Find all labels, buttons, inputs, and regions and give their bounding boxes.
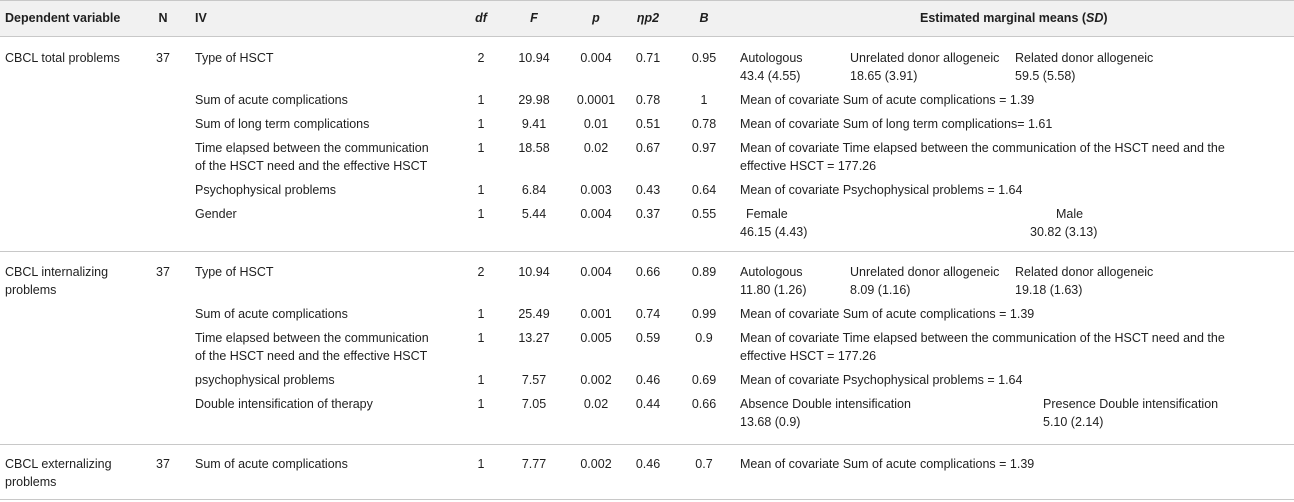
iv-label: Sum of acute complications bbox=[195, 307, 348, 321]
iv-label: Type of HSCT bbox=[195, 265, 274, 279]
header-f: F bbox=[530, 11, 538, 25]
header-eta: ηp2 bbox=[636, 11, 660, 25]
f-value: 6.84 bbox=[521, 183, 547, 197]
n-value: 37 bbox=[156, 265, 170, 279]
mean-group-label: Male bbox=[1056, 207, 1084, 221]
eta-value: 0.67 bbox=[635, 141, 661, 155]
iv-label: Sum of acute complications bbox=[195, 93, 348, 107]
mean-group-value: 46.15 (4.43) bbox=[740, 225, 808, 239]
mean-group-value: 43.4 (4.55) bbox=[740, 69, 801, 83]
df-value: 1 bbox=[477, 331, 485, 345]
p-value: 0.02 bbox=[583, 397, 609, 411]
df-value: 1 bbox=[477, 93, 485, 107]
dv-label: CBCL total problems bbox=[5, 51, 120, 65]
b-value: 0.95 bbox=[691, 51, 717, 65]
p-value: 0.005 bbox=[580, 331, 612, 345]
eta-value: 0.43 bbox=[635, 183, 661, 197]
dv-label: CBCL externalizing bbox=[5, 457, 112, 471]
group-divider-2 bbox=[0, 444, 1294, 445]
p-value: 0.002 bbox=[580, 373, 612, 387]
mean-group-label: Autologous bbox=[740, 51, 803, 65]
mean-group-value: 59.5 (5.58) bbox=[1015, 69, 1076, 83]
table-top-rule bbox=[0, 0, 1294, 1]
eta-value: 0.74 bbox=[635, 307, 661, 321]
covariate-mean: Mean of covariate Sum of acute complications = 1.39 bbox=[740, 307, 1035, 321]
p-value: 0.001 bbox=[580, 307, 612, 321]
p-value: 0.002 bbox=[580, 457, 612, 471]
mean-group-label: Female bbox=[746, 207, 788, 221]
mean-group-value: 8.09 (1.16) bbox=[850, 283, 911, 297]
n-value: 37 bbox=[156, 457, 170, 471]
b-value: 0.66 bbox=[691, 397, 717, 411]
df-value: 1 bbox=[477, 141, 485, 155]
header-df: df bbox=[475, 11, 487, 25]
covariate-mean: Mean of covariate Psychophysical problems = 1.64 bbox=[740, 183, 1023, 197]
f-value: 13.27 bbox=[518, 331, 550, 345]
f-value: 25.49 bbox=[518, 307, 550, 321]
dv-label: CBCL internalizing bbox=[5, 265, 109, 279]
mean-group-label: Related donor allogeneic bbox=[1015, 51, 1154, 65]
iv-label: Type of HSCT bbox=[195, 51, 274, 65]
mean-group-value: 5.10 (2.14) bbox=[1043, 415, 1104, 429]
table-bottom-rule bbox=[0, 499, 1294, 500]
f-value: 5.44 bbox=[521, 207, 547, 221]
f-value: 10.94 bbox=[518, 51, 550, 65]
mean-group-label: Unrelated donor allogeneic bbox=[850, 265, 1000, 279]
b-value: 0.97 bbox=[691, 141, 717, 155]
eta-value: 0.78 bbox=[635, 93, 661, 107]
covariate-mean: Mean of covariate Time elapsed between the communication of the HSCT need and the bbox=[740, 141, 1225, 155]
iv-label: Time elapsed between the communication bbox=[195, 141, 429, 155]
f-value: 9.41 bbox=[521, 117, 547, 131]
p-value: 0.02 bbox=[583, 141, 609, 155]
p-value: 0.0001 bbox=[576, 93, 616, 107]
p-value: 0.004 bbox=[580, 51, 612, 65]
mean-group-value: 19.18 (1.63) bbox=[1015, 283, 1083, 297]
p-value: 0.004 bbox=[580, 265, 612, 279]
covariate-mean: Mean of covariate Time elapsed between the communication of the HSCT need and the bbox=[740, 331, 1225, 345]
covariate-mean: Mean of covariate Sum of acute complications = 1.39 bbox=[740, 93, 1035, 107]
b-value: 1 bbox=[700, 93, 708, 107]
b-value: 0.9 bbox=[695, 331, 713, 345]
header-iv: IV bbox=[195, 11, 207, 25]
n-value: 37 bbox=[156, 51, 170, 65]
df-value: 1 bbox=[477, 183, 485, 197]
eta-value: 0.46 bbox=[635, 457, 661, 471]
f-value: 10.94 bbox=[518, 265, 550, 279]
df-value: 1 bbox=[477, 117, 485, 131]
p-value: 0.01 bbox=[583, 117, 609, 131]
iv-label: Sum of acute complications bbox=[195, 457, 348, 471]
mean-group-value: 11.80 (1.26) bbox=[740, 283, 807, 297]
group-divider-1 bbox=[0, 251, 1294, 252]
header-estimated-marginal-means: Estimated marginal means (SD) bbox=[920, 11, 1108, 25]
eta-value: 0.37 bbox=[635, 207, 661, 221]
b-value: 0.55 bbox=[691, 207, 717, 221]
eta-value: 0.59 bbox=[635, 331, 661, 345]
covariate-mean-continued: effective HSCT = 177.26 bbox=[740, 159, 877, 173]
covariate-mean: Mean of covariate Psychophysical problems = 1.64 bbox=[740, 373, 1023, 387]
header-dependent-variable: Dependent variable bbox=[5, 11, 121, 25]
eta-value: 0.46 bbox=[635, 373, 661, 387]
covariate-mean: Mean of covariate Sum of acute complications = 1.39 bbox=[740, 457, 1035, 471]
mean-group-value: 13.68 (0.9) bbox=[740, 415, 801, 429]
iv-label: psychophysical problems bbox=[195, 373, 335, 387]
df-value: 1 bbox=[477, 373, 485, 387]
f-value: 7.77 bbox=[521, 457, 547, 471]
mean-group-label: Autologous bbox=[740, 265, 803, 279]
iv-label: Psychophysical problems bbox=[195, 183, 337, 197]
b-value: 0.7 bbox=[695, 457, 713, 471]
iv-label-continued: of the HSCT need and the effective HSCT bbox=[195, 159, 428, 173]
df-value: 1 bbox=[477, 457, 485, 471]
eta-value: 0.66 bbox=[635, 265, 661, 279]
mean-group-value: 30.82 (3.13) bbox=[1030, 225, 1098, 239]
df-value: 2 bbox=[477, 265, 485, 279]
header-p: p bbox=[592, 11, 600, 25]
header-rule bbox=[0, 36, 1294, 37]
f-value: 7.05 bbox=[521, 397, 547, 411]
mean-group-value: 18.65 (3.91) bbox=[850, 69, 918, 83]
b-value: 0.64 bbox=[691, 183, 717, 197]
iv-label-continued: of the HSCT need and the effective HSCT bbox=[195, 349, 428, 363]
b-value: 0.69 bbox=[691, 373, 717, 387]
mean-group-label: Unrelated donor allogeneic bbox=[850, 51, 1000, 65]
dv-label-continued: problems bbox=[5, 283, 57, 297]
iv-label: Gender bbox=[195, 207, 237, 221]
f-value: 7.57 bbox=[521, 373, 547, 387]
b-value: 0.78 bbox=[691, 117, 717, 131]
df-value: 1 bbox=[477, 307, 485, 321]
eta-value: 0.44 bbox=[635, 397, 661, 411]
iv-label: Sum of long term complications bbox=[195, 117, 370, 131]
f-value: 18.58 bbox=[518, 141, 550, 155]
eta-value: 0.71 bbox=[635, 51, 661, 65]
covariate-mean: Mean of covariate Sum of long term complications= 1.61 bbox=[740, 117, 1053, 131]
f-value: 29.98 bbox=[518, 93, 550, 107]
iv-label: Double intensification of therapy bbox=[195, 397, 373, 411]
covariate-mean-continued: effective HSCT = 177.26 bbox=[740, 349, 877, 363]
eta-value: 0.51 bbox=[635, 117, 661, 131]
header-n: N bbox=[158, 11, 168, 25]
mean-group-label: Presence Double intensification bbox=[1043, 397, 1219, 411]
df-value: 1 bbox=[477, 207, 485, 221]
iv-label: Time elapsed between the communication bbox=[195, 331, 429, 345]
p-value: 0.003 bbox=[580, 183, 612, 197]
mean-group-label: Related donor allogeneic bbox=[1015, 265, 1154, 279]
header-b: B bbox=[699, 11, 709, 25]
mean-group-label: Absence Double intensification bbox=[740, 397, 911, 411]
dv-label-continued: problems bbox=[5, 475, 57, 489]
b-value: 0.89 bbox=[691, 265, 717, 279]
p-value: 0.004 bbox=[580, 207, 612, 221]
b-value: 0.99 bbox=[691, 307, 717, 321]
df-value: 2 bbox=[477, 51, 485, 65]
df-value: 1 bbox=[477, 397, 485, 411]
